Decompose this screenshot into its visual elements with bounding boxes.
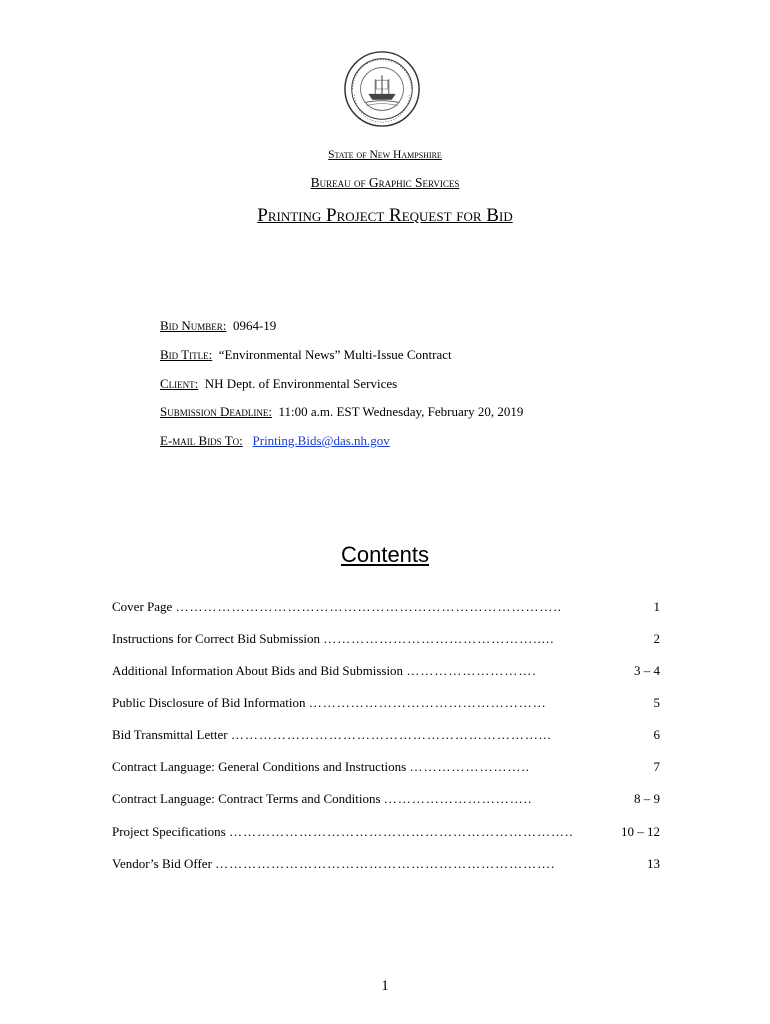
deadline-row bbox=[160, 404, 523, 420]
bid-title-row bbox=[160, 347, 452, 363]
toc-item[interactable] bbox=[112, 695, 660, 713]
deadline-value: 11:00 a.m. EST Wednesday, February 20, 2019 bbox=[278, 404, 524, 419]
toc-item[interactable] bbox=[112, 759, 660, 777]
toc-leader: ………………………………………………………………. bbox=[215, 856, 556, 871]
toc-item-page: 5 bbox=[653, 695, 660, 710]
toc-item-label: Additional Information About Bids and Bid Submission bbox=[112, 663, 404, 678]
toc-leader: …………………………………………… bbox=[308, 695, 547, 710]
toc-item-page: 1 bbox=[653, 599, 660, 614]
toc-item-label: Contract Language: Contract Terms and Conditions bbox=[112, 791, 381, 806]
toc-item[interactable] bbox=[112, 856, 660, 874]
toc-item[interactable] bbox=[112, 727, 660, 745]
email-link[interactable]: Printing.Bids@das.nh.gov bbox=[252, 433, 390, 448]
toc-item-label: Contract Language: General Conditions and Instructions bbox=[112, 759, 407, 774]
bureau-name: Bureau of Graphic Services bbox=[310, 175, 460, 190]
state-name: State of New Hampshire bbox=[328, 149, 442, 161]
toc-item-page: 3 – 4 bbox=[634, 663, 660, 678]
toc-item-page: 2 bbox=[653, 631, 660, 646]
client-label: Client: bbox=[160, 376, 199, 391]
toc-item[interactable] bbox=[112, 791, 660, 809]
bid-number-label: Bid Number: bbox=[160, 318, 227, 333]
email-label: E-mail Bids To: bbox=[160, 433, 243, 448]
toc-item-label: Public Disclosure of Bid Information bbox=[112, 695, 306, 710]
toc-item-label: Cover Page bbox=[112, 599, 173, 614]
contents-heading: Contents bbox=[340, 542, 430, 567]
toc-item-page: 10 – 12 bbox=[621, 824, 660, 839]
state-seal bbox=[343, 50, 421, 128]
client-row bbox=[160, 376, 397, 392]
toc-leader: ………………………………………..... bbox=[323, 631, 555, 646]
toc-leader: ………………………. bbox=[406, 663, 537, 678]
bid-title-label: Bid Title: bbox=[160, 347, 213, 362]
toc-leader: …………………….. bbox=[409, 759, 530, 774]
toc-item-page: 8 – 9 bbox=[634, 791, 660, 806]
deadline-label: Submission Deadline: bbox=[160, 404, 272, 419]
toc-item-label: Vendor’s Bid Offer bbox=[112, 856, 212, 871]
toc-leader: …………………………………………………………... bbox=[230, 727, 552, 742]
email-row bbox=[160, 433, 390, 449]
client-value: NH Dept. of Environmental Services bbox=[204, 376, 398, 391]
toc-item[interactable] bbox=[112, 599, 660, 617]
toc-leader: ……………………………………………………………………….. bbox=[175, 599, 563, 614]
toc-leader: ………………………….. bbox=[383, 791, 533, 806]
toc-item-page: 6 bbox=[653, 727, 660, 742]
toc-item[interactable] bbox=[112, 631, 660, 649]
toc-item-page: 13 bbox=[647, 856, 660, 871]
bid-number-row bbox=[160, 318, 276, 334]
toc-item[interactable] bbox=[112, 824, 660, 842]
page-number: 1 bbox=[381, 978, 389, 994]
bid-title-value: “Environmental News” Multi-Issue Contract bbox=[218, 347, 452, 362]
toc-item-page: 7 bbox=[653, 759, 660, 774]
document-title: Printing Project Request for Bid bbox=[257, 205, 513, 226]
bid-number-value: 0964-19 bbox=[232, 318, 277, 333]
toc-item-label: Instructions for Correct Bid Submission bbox=[112, 631, 320, 646]
toc-item[interactable] bbox=[112, 663, 660, 681]
toc-leader: ……………………………………………………………….. bbox=[228, 824, 574, 839]
toc-item-label: Project Specifications bbox=[112, 824, 226, 839]
toc-item-label: Bid Transmittal Letter bbox=[112, 727, 228, 742]
